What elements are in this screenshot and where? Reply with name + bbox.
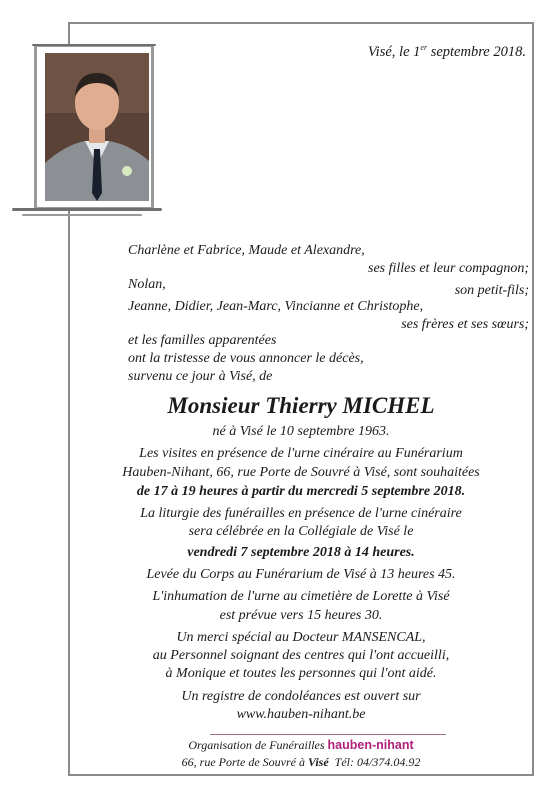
portrait-photo [30, 44, 158, 214]
brand-name: hauben-nihant [327, 738, 414, 752]
frame-brush-bottom [12, 208, 162, 211]
footer-address: 66, rue Porte de Souvré à Visé Tél: 04/374.04.92 [181, 755, 421, 769]
thanks-line-2: au Personnel soignant des centres qui l'ont accueilli, [152, 648, 450, 663]
thanks-line-1: Un merci spécial au Docteur MANSENCAL, [176, 630, 426, 645]
liturgy-line-1: La liturgie des funérailles en présence de l'urne cinéraire [140, 506, 462, 521]
footer-organisation: Organisation de Funérailles hauben-nihant [188, 738, 414, 752]
deceased-name: Monsieur Thierry MICHEL [167, 393, 435, 418]
family-line-6: survenu ce jour à Visé, de [128, 369, 273, 384]
family-relation-3: ses frères et ses sœurs; [401, 317, 529, 332]
frame-brush-bottom-2 [22, 214, 142, 216]
footer-separator [210, 734, 446, 735]
thanks-line-3: à Monique et toutes les personnes qui l'ont aidé. [165, 666, 437, 681]
footer-phone: Tél: 04/374.04.92 [334, 755, 421, 769]
family-line-5: ont la tristesse de vous annoncer le décès, [128, 351, 364, 366]
visits-line-3: de 17 à 19 heures à partir du mercredi 5 septembre 2018. [136, 484, 466, 499]
family-relation-1: ses filles et leur compagnon; [368, 261, 529, 276]
portrait-image [45, 53, 149, 201]
liturgy-line-2: sera célébrée en la Collégiale de Visé le [188, 524, 414, 539]
burial-line-1: L'inhumation de l'urne au cimetière de Lorette à Visé [152, 589, 450, 604]
family-relation-2: son petit-fils; [454, 283, 529, 298]
family-line-2: Nolan, [128, 277, 166, 292]
photo-frame [34, 44, 154, 210]
visits-line-1: Les visites en présence de l'urne cinéraire au Funérarium [139, 446, 463, 461]
birth-line: né à Visé le 10 septembre 1963. [212, 424, 390, 439]
register-line: Un registre de condoléances est ouvert sur [181, 689, 421, 704]
family-line-4: et les familles apparentées [128, 333, 277, 348]
burial-line-2: est prévue vers 15 heures 30. [219, 608, 383, 623]
frame-brush-top [32, 44, 156, 46]
date-line: Visé, le 1er septembre 2018. [367, 43, 526, 60]
visits-line-2: Hauben-Nihant, 66, rue Porte de Souvré à Visé, sont souhaitées [122, 465, 480, 480]
levee-line: Levée du Corps au Funérarium de Visé à 13 heures 45. [146, 567, 456, 582]
register-url[interactable]: www.hauben-nihant.be [236, 707, 366, 722]
family-line-3: Jeanne, Didier, Jean-Marc, Vincianne et Christophe, [128, 299, 424, 314]
family-line-1: Charlène et Fabrice, Maude et Alexandre, [128, 243, 365, 258]
liturgy-line-3: vendredi 7 septembre 2018 à 14 heures. [187, 545, 415, 560]
